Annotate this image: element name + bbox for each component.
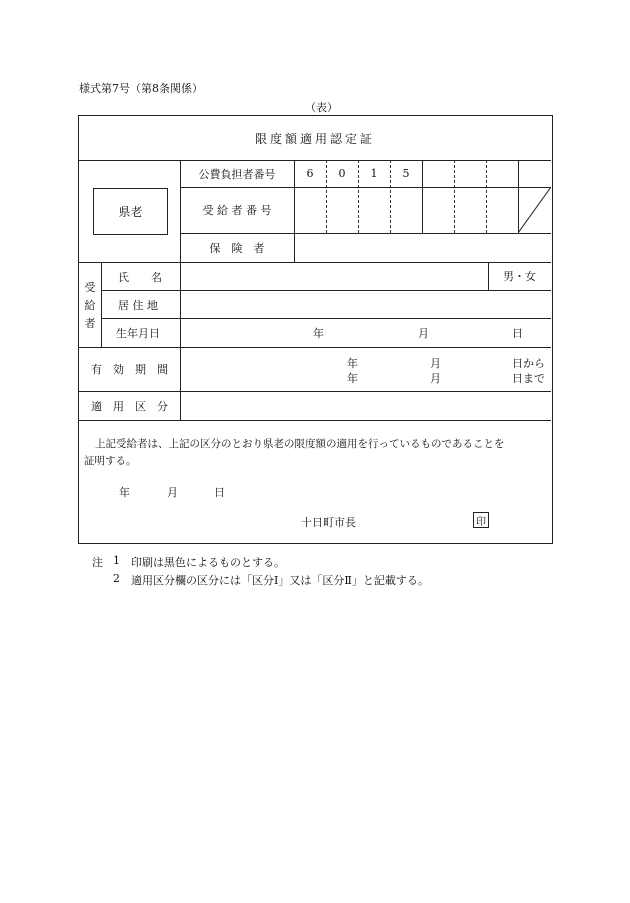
payer-digit: 5 [402,167,410,180]
payer-digit: 6 [306,167,314,180]
seal-char: 印 [476,516,486,528]
payer-digit [518,160,551,187]
validity-from-day: 日から [512,357,545,370]
validity-to-month: 月 [430,372,441,385]
note-number: 2 [113,572,120,585]
note-number: 1 [113,554,120,567]
group-char: 受 [84,280,96,294]
payer-number-label: 公費負担者番号 [198,167,276,181]
note-text: 印刷は黒色によるものとする。 [131,556,285,569]
certification-day: 日 [214,486,225,499]
group-char: 給 [84,298,96,312]
recipient-group-label [79,262,101,347]
issuer-name: 十日町市長 [301,516,356,529]
form-title-text: 限度額適用認定証 [254,131,375,146]
recipient-number-label: 受 給 者 番 号 [202,204,272,217]
seal-mark [473,512,489,528]
group-char: 者 [84,316,96,330]
gender-option: 男・女 [503,270,536,283]
notes-prefix: 注 [92,556,103,569]
dob-month: 月 [418,327,429,340]
certification-year: 年 [119,486,130,499]
side-label: （表） [305,101,338,114]
category-label: 適 用 区 分 [91,399,168,413]
insurer-label: 保 険 者 [209,241,265,255]
dob-day: 日 [512,327,523,340]
payer-digit [486,160,518,187]
prefecture-box-label: 県老 [118,205,143,219]
validity-label: 有 効 期 間 [91,363,168,376]
form-title [79,116,551,160]
form-number: 様式第7号（第8条関係） [79,82,203,95]
address-label: 居 住 地 [118,299,158,312]
certification-text-2: 証明する。 [84,455,137,467]
payer-digit: 1 [370,167,378,180]
certification-month: 月 [167,486,178,499]
name-label: 氏 名 [118,271,162,284]
validity-to-day: 日まで [512,372,545,385]
prefecture-box [93,188,168,235]
validity-to-year: 年 [347,372,358,385]
diagonal-slash [518,187,551,233]
certification-text-1: 上記受給者は、上記の区分のとおり県老の限度額の適用を行っているものであることを [95,438,505,450]
payer-digit [422,160,454,187]
dob-label: 生年月日 [116,327,160,340]
note-text: 適用区分欄の区分には「区分Ⅰ」又は「区分Ⅱ」と記載する。 [131,574,429,587]
payer-digit: 0 [338,167,346,180]
dob-year: 年 [313,327,324,340]
payer-digit [454,160,486,187]
validity-from-year: 年 [347,357,358,370]
validity-from-month: 月 [430,357,441,370]
